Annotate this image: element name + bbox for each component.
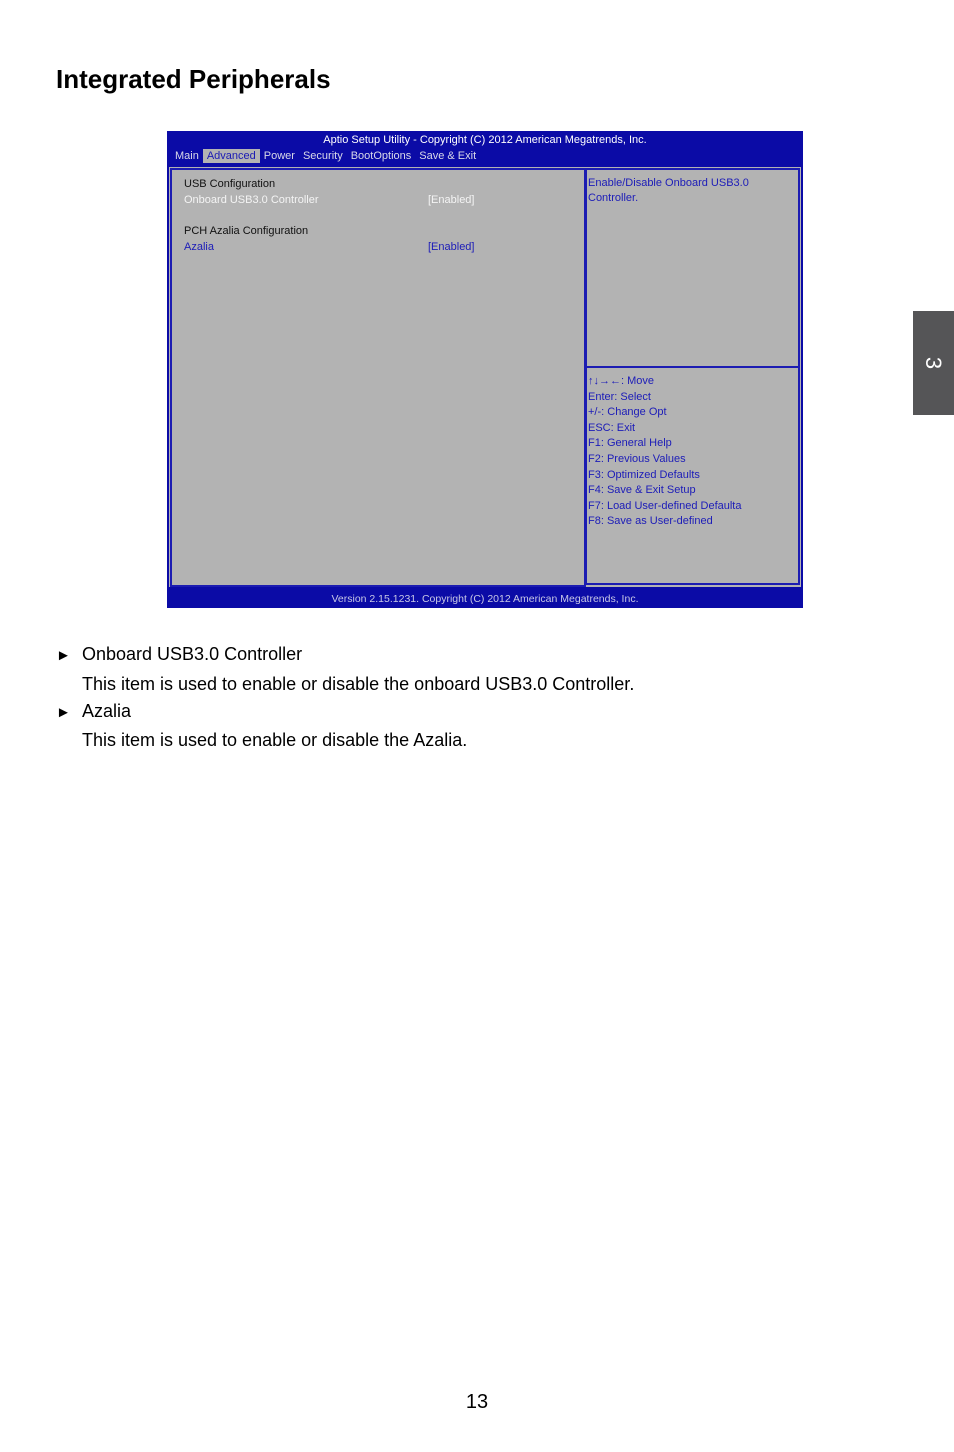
bios-menu-bar: [171, 149, 480, 163]
chapter-number: 3: [921, 356, 947, 370]
key-esc: ESC: Exit: [588, 421, 636, 434]
setting-label: Azalia: [184, 241, 214, 253]
tab-bootoptions[interactable]: BootOptions: [350, 150, 412, 162]
key-enter: Enter: Select: [588, 390, 651, 403]
setting-label: Onboard USB3.0 Controller: [184, 194, 319, 206]
tab-security[interactable]: Security: [302, 150, 343, 162]
help-pane: [585, 168, 800, 368]
key-f4: F4: Save & Exit Setup: [588, 484, 696, 497]
help-text: Enable/Disable Onboard USB3.0 Controller.: [588, 177, 749, 204]
key-change-opt: +/-: Change Opt: [588, 406, 667, 419]
key-f1: F1: General Help: [588, 437, 672, 450]
description-heading-azalia: [56, 700, 131, 724]
bios-screenshot: [167, 131, 803, 608]
chapter-tab: [913, 311, 954, 415]
bullet-arrow-icon: ►: [56, 647, 71, 664]
section-heading: PCH Azalia Configuration: [184, 225, 309, 237]
setting-value[interactable]: [Enabled]: [428, 194, 475, 206]
key-legend: [588, 374, 741, 530]
bios-body: [169, 167, 801, 587]
description-text-usb3: This item is used to enable or disable the onboard USB3.0 Controller.: [82, 674, 635, 694]
bullet-arrow-icon: ►: [56, 704, 71, 721]
tab-save-exit[interactable]: Save & Exit: [419, 150, 477, 162]
tab-main[interactable]: Main: [175, 150, 199, 162]
settings-pane: [170, 168, 586, 587]
page-title: Integrated Peripherals: [56, 64, 331, 94]
bios-footer: Version 2.15.1231. Copyright (C) 2012 American Megatrends, Inc.: [331, 593, 639, 605]
tab-power[interactable]: Power: [263, 150, 295, 162]
key-legend-pane: [585, 366, 800, 585]
tab-advanced[interactable]: Advanced: [203, 149, 260, 163]
key-f3: F3: Optimized Defaults: [588, 468, 700, 481]
section-heading: USB Configuration: [184, 178, 276, 190]
page-number: 13: [465, 1391, 489, 1413]
description-text-azalia: This item is used to enable or disable the Azalia.: [82, 730, 468, 750]
setting-value[interactable]: [Enabled]: [428, 241, 475, 253]
bios-title: Aptio Setup Utility - Copyright (C) 2012 American Megatrends, Inc.: [323, 134, 647, 146]
key-f7: F7: Load User-defined Defaulta: [588, 499, 742, 512]
key-f8: F8: Save as User-defined: [588, 515, 713, 528]
key-f2: F2: Previous Values: [588, 452, 686, 465]
description-heading-usb3: [56, 643, 302, 667]
description-heading: Onboard USB3.0 Controller: [82, 644, 303, 664]
key-move: ↑↓→←: Move: [588, 375, 655, 387]
description-heading: Azalia: [82, 701, 132, 721]
